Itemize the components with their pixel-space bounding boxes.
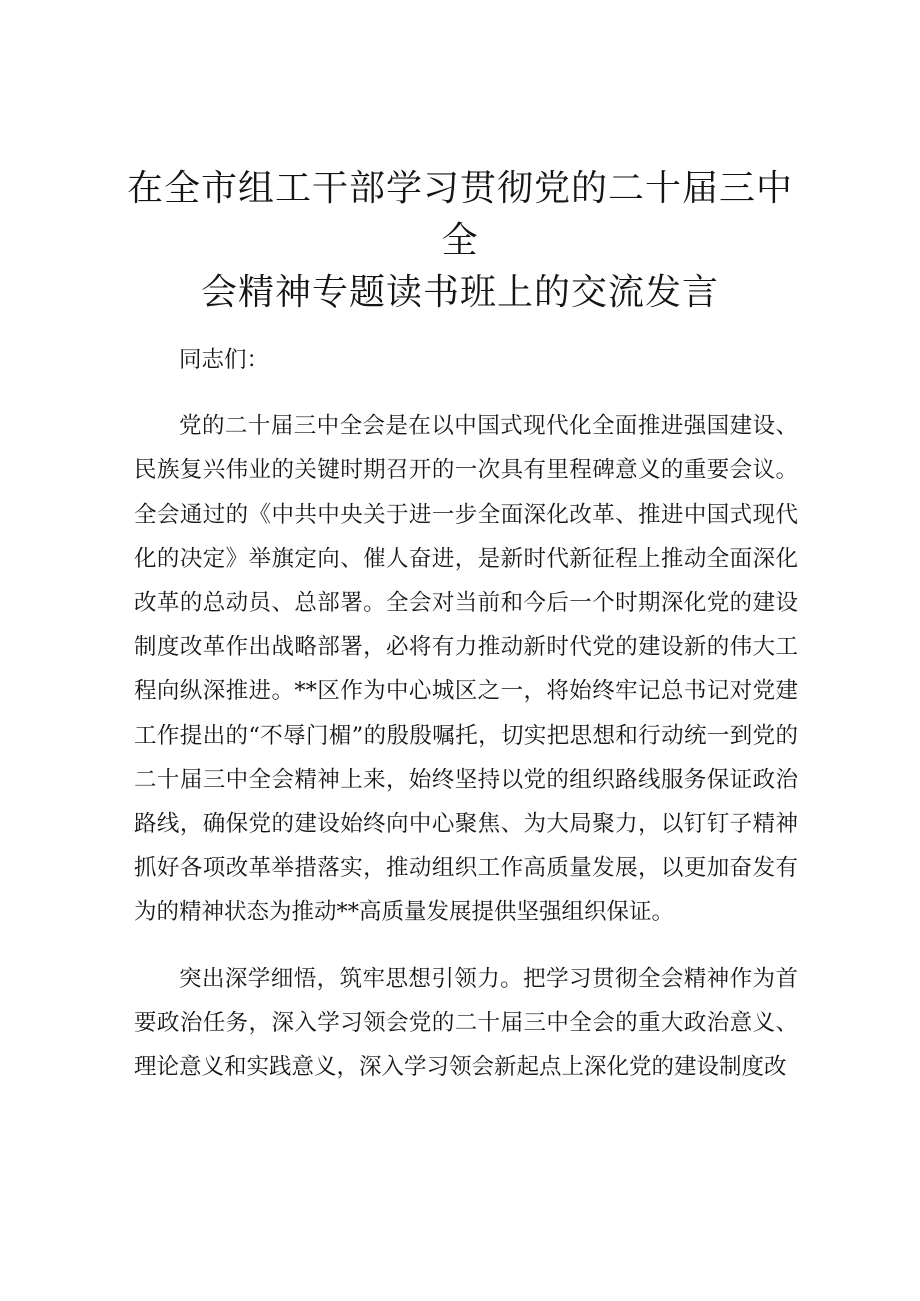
paragraph-1: 党的二十届三中全会是在以中国式现代化全面推进强国建设、民族复兴伟业的关键时期召开的一次具有里程碑意义的重要会议。全会通过的《中共中央关于进一步全面深化改革、推进中国式现代化的决定》举旗定向、催人奋进，是新时代新征程上推动全面深化改革的总动员、总部署。全会对当前和今后一个时期深化党的建设制度改革作出战略部署，必将有力推动新时代党的建设新的伟大工程向纵深推进。**区作为中心城区之一，将始终牢记总书记对党建工作提出的“不辱门楣”的殷殷嘱托，切实把思想和行动统一到党的二十届三中全会精神上来，始终坚持以党的组织路线服务保证政治路线，确保党的建设始终向中心聚焦、为大局聚力，以钉钉子精神抓好各项改革举措落实，推动组织工作高质量发展，以更加奋发有为的精神状态为推动**高质量发展提供坚强组织保证。 — [134, 413, 798, 926]
salutation: 同志们： — [179, 347, 270, 373]
document-body — [134, 338, 798, 1089]
paragraph-2: 突出深学细悟，筑牢思想引领力。把学习贯彻全会精神作为首要政治任务，深入学习领会党的二十届三中全会的重大政治意义、理论意义和实践意义，深入学习领会新起点上深化党的建设制度改 — [134, 965, 798, 1081]
title-line-1: 在全市组工干部学习贯彻党的二十届三中全 — [126, 168, 793, 261]
document-title — [120, 163, 800, 319]
title-line-2: 会精神专题读书班上的交流发言 — [200, 272, 719, 313]
